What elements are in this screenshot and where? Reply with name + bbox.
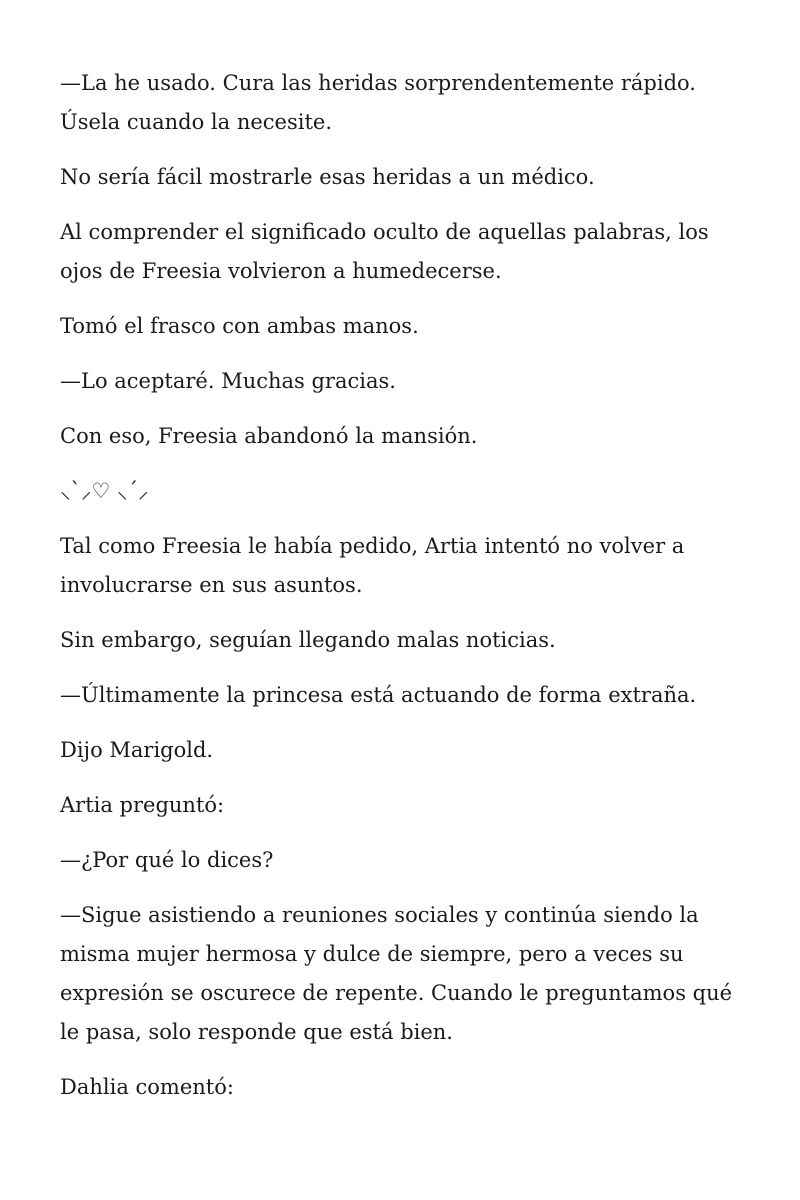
document-page <box>60 64 740 1123</box>
paragraph: —Sigue asistiendo a reuniones sociales y continúa siendo la misma mujer hermosa y dulce de siempre, pero a veces su expresión se oscurece de repente. Cuando le preguntamos qué le pasa, solo responde que está bien. <box>60 903 733 1044</box>
paragraph: Al comprender el significado oculto de aquellas palabras, los ojos de Freesia volvieron a humedecerse. <box>60 220 709 283</box>
paragraph: Con eso, Freesia abandonó la mansión. <box>60 424 478 448</box>
section-separator: ⸜`⸝♡ ⸜´⸝ <box>60 479 149 503</box>
paragraph: Dijo Marigold. <box>60 738 214 762</box>
paragraph: Sin embargo, seguían llegando malas noticias. <box>60 628 556 652</box>
paragraph: —La he usado. Cura las heridas sorprendentemente rápido. Úsela cuando la necesite. <box>60 71 696 134</box>
paragraph: —¿Por qué lo dices? <box>60 848 274 872</box>
paragraph: —Lo aceptaré. Muchas gracias. <box>60 369 396 393</box>
paragraph: Tal como Freesia le había pedido, Artia intentó no volver a involucrarse en sus asuntos. <box>60 534 685 597</box>
paragraph: Tomó el frasco con ambas manos. <box>60 314 419 338</box>
paragraph: —Últimamente la princesa está actuando de forma extraña. <box>60 683 697 707</box>
paragraph: Artia preguntó: <box>60 793 225 817</box>
paragraph: No sería fácil mostrarle esas heridas a un médico. <box>60 165 595 189</box>
paragraph: Dahlia comentó: <box>60 1075 234 1099</box>
